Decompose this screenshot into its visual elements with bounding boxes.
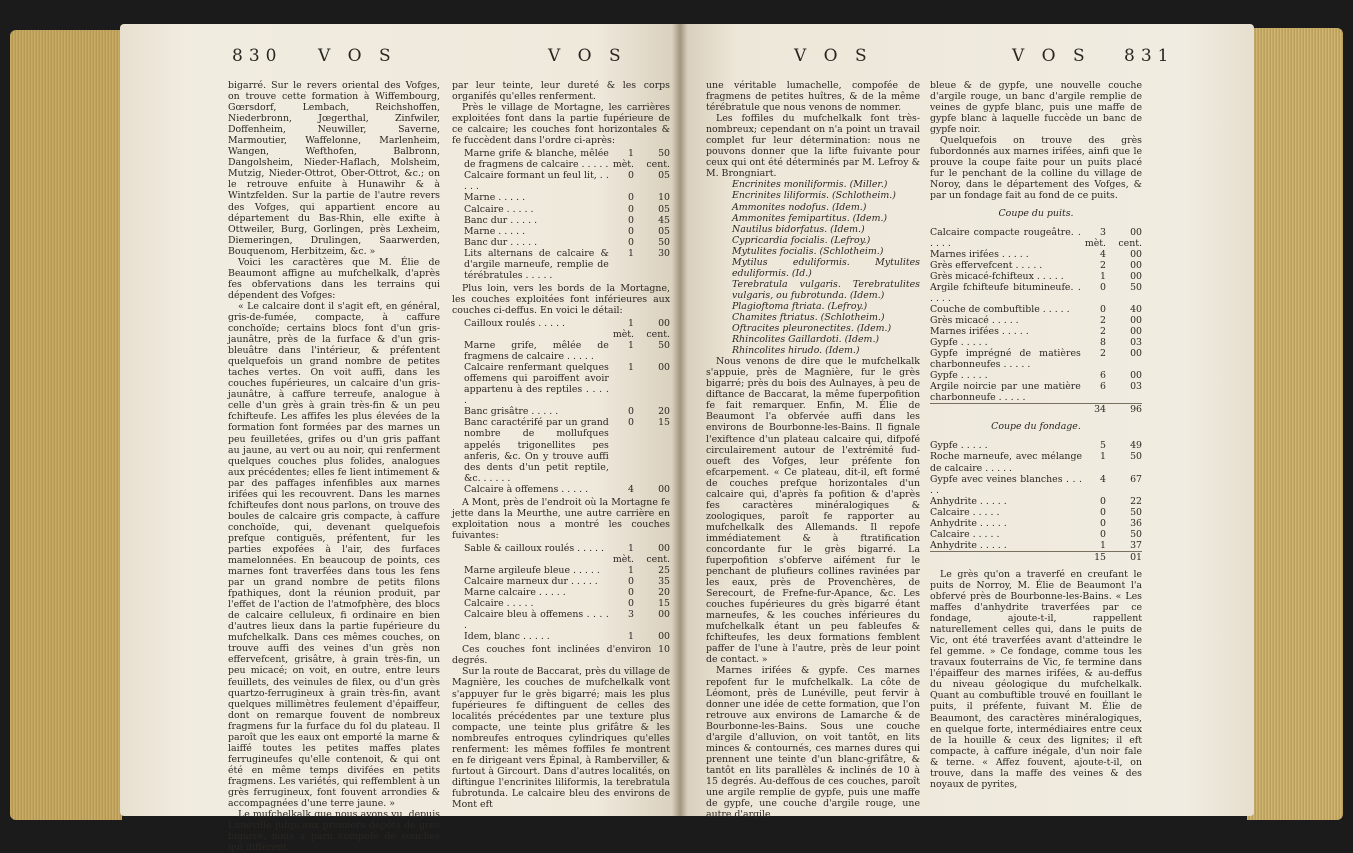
table-row xyxy=(464,237,670,248)
table-row xyxy=(464,226,670,237)
centimeters-value: 00 xyxy=(1130,248,1142,260)
paragraph: A Mont, près de l'endroit où la Mortagne fe jette dans la Meurthe, une autre carrière en exploitation nous a montré les couches fuivantes: xyxy=(452,496,670,541)
table-row xyxy=(930,348,1142,370)
centimeters-value: 50 xyxy=(1130,451,1142,463)
stratum-label: Couche de combuftible . . . . . xyxy=(930,303,1070,315)
total-meters: 34 xyxy=(1081,404,1106,416)
table-row xyxy=(464,543,670,565)
paragraph: Voici les caractères que M. Élie de Beaumont affigne au mufchelkalk, d'après fes obfervations dans les terrains qui dépendent des Vofges: xyxy=(228,256,440,301)
table-row xyxy=(930,518,1142,529)
table-row xyxy=(930,496,1142,507)
centimeters-value: 05 xyxy=(658,203,670,215)
paragraph: Près le village de Mortagne, les carrières exploitées font dans la partie fupérieure de ce calcaire; les couches font horizontales & fe fuccèdent dans l'ordre ci-après: xyxy=(452,102,670,147)
stratum-label: Idem, blanc . . . . . xyxy=(464,631,550,643)
stratum-label: Cailloux roulés . . . . . xyxy=(464,317,566,329)
paragraph: « Le calcaire dont il s'agit eft, en général, gris-de-fumée, compacte, à caffure conchoïde; certains blocs font d'un gris-jaunâtre, près de la furface & d'un gris-bleuâtre dans l'intérieur, & préfentent quelquefois un grand nombre de petites taches vertes. On voit auffi, dans les couches fupérieures, un calcaire d'un gris-jaunâtre, à caffure terreufe, analogue à celle d'un grès à grain très-fin & un peu fchifteufe. Les affifes les plus élevées de la formation font formées par des marnes un peu feuilletées, grifes ou d'un gris paffant au jaune, au vert ou au noir, qui renferment quelques couches plus folides, analogues aux précédentes; elles fe lient intimement & par des paffages infenfibles aux marnes irifées qui les recouvrent. Dans les marnes fchifteufes dont nous parlons, on trouve des boules de calcaire gris compacte, à caffure conchoïde, qui, devenant quelquefois prefque contiguës, préfentent, fur les parties expofées à l'air, des furfaces mamelonnées. En beaucoup de points, ces marnes font traverfées dans tous les fens par un grand nombre de petits filons fpathiques, dont la réunion produit, par l'effet de l'action de l'atmofphère, des blocs de calcaire celluleux, fi ordinaire en bien d'autres lieux dans la partie fupérieure du mufchelkalk. Dans ces mêmes couches, on trouve auffi des veines d'un grès non effervefcent, grisâtre, à grain très-fin, un peu micacé; on voit, en outre, entre leurs feuillets, des veinules de filex, ou d'un grès quartzo-ferrugineux à grain très-fin, avant quelques millimètres feulement d'épaiffeur, dont on remarque fouvent de nombreux fragmens fur la furface du fol du plateau. Il paroît que les eaux ont emporté la marne & laiffé toutes les petites maffes plates ferrugineufes qu'elle contenoit, & qui ont été en même temps divifées en petits fragmens. Les variétés, qui reffemblent à un grès ferrugineux, font fouvent arrondies & accompagnées d'une terre jaune. » xyxy=(228,300,440,810)
stratum-label: Calcaire renfermant quelques offemens qui paroiffent avoir appartenu à des reptiles . . . . . xyxy=(464,362,609,407)
stratum-label: Calcaire marneux dur . . . . . xyxy=(464,576,598,588)
table-row xyxy=(930,271,1142,282)
meters-value: 0 xyxy=(1100,506,1106,518)
paragraph: une véritable lumachelle, compofée de fragmens de petites huîtres, & de la même térébratule que nous venons de nommer. xyxy=(706,80,920,114)
centimeters-value: 00 xyxy=(1130,270,1142,282)
list-item: Rhincolites hirudo. (Idem.) xyxy=(732,345,860,357)
stratum-label: Marne grife & blanche, mêlée de fragmens de calcaire . . . . . xyxy=(464,148,609,171)
centimeters-value: 10 xyxy=(658,192,670,204)
meters-value: 1 xyxy=(1100,539,1106,551)
paragraph: bigarré. Sur le revers oriental des Vofges, on trouve cette formation à Wiffembourg, Gœrsdorf, Lembach, Reichshoffen, Niederbronn, Jœgerthal, Zinfwiler, Doffenheim, Neuwiller, Saverne, Marmoutier, Waffelonne, Marlenheim, Wangen, Wefthofen, Balbronn, Dangolsheim, Nieder-Haflach, Molsheim, Mutzig, Nieder-Ottrot, Ober-Ottrot, &c.; on le retrouve enfuite à Hunawihr & à Wintzfelden. Sur la partie de l'autre revers des Vofges, qui appartient encore au département du Bas-Rhin, elle exifte à Ottweiler, Burg, Gorlingen, près Lexheim, Diemeringen, Drulingen, Saarwerden, Bouquenom, Herbitzeim, &c. » xyxy=(228,80,440,257)
meters-value: 0 xyxy=(1100,281,1106,293)
centimeters-value: 20 xyxy=(658,406,670,418)
list-item: Nautilus bidorfatus. (Idem.) xyxy=(732,223,865,235)
stratum-label: Anhydrite . . . . . xyxy=(930,539,1007,551)
stratum-label: Banc dur . . . . . xyxy=(464,236,538,248)
table-row xyxy=(464,215,670,226)
table-row xyxy=(930,540,1142,552)
meters-value: 1 xyxy=(628,340,634,352)
meters-value: 0 xyxy=(628,203,634,215)
centimeters-value: 20 xyxy=(658,587,670,599)
right-running-head-1: V O S xyxy=(794,46,873,66)
list-item: Chamites ftriatus. (Schlotheim.) xyxy=(732,311,885,323)
table-row xyxy=(464,148,670,170)
stratum-label: Marnes irifées . . . . . xyxy=(930,248,1029,260)
table-row xyxy=(464,631,670,642)
table-row xyxy=(464,170,670,192)
list-item: Ammonites nodofus. (Idem.) xyxy=(732,201,867,213)
table-row xyxy=(464,587,670,598)
left-running-head-2: V O S xyxy=(548,46,627,66)
stratum-label: Calcaire . . . . . xyxy=(930,528,1000,540)
meters-value: 6 xyxy=(1100,370,1106,382)
centimeters-value: 00 xyxy=(658,362,670,374)
stratum-label: Roche marneufe, avec mélange de calcaire . . . . . xyxy=(930,451,1082,474)
stratum-label: Banc caractérifé par un grand nombre de mollufques appelés trigonellites pes anferis, &c. On y trouve auffi des dents d'un petit reptile, &c. . . . . . xyxy=(464,417,609,484)
stratum-label: Grès effervefcent . . . . . xyxy=(930,259,1043,271)
left-page-edges xyxy=(10,30,122,820)
right-page-edges xyxy=(1247,28,1343,820)
paragraph: Marnes irifées & gypfe. Ces marnes repofent fur le mufchelkalk. La côte de Léomont, près de Lunéville, peut fervir à donner une idée de cette formation, que l'on retrouve aux environs de Lamarche & de Bourbonne-les-Bains. Sous une couche d'argile d'alluvion, on voit tantôt, en lits minces & contournés, ces marnes dures qui prennent une teinte d'un blanc-grifâtre, & tantôt en lits parallèles & inclinés de 10 à 15 degrés. Au-deffous de ces couches, paroît une argile remplie de gypfe, puis une maffe de gypfe, une couche d'argile rouge, une autre d'argile xyxy=(706,665,920,821)
stratum-label: Calcaire à offemens . . . . . xyxy=(464,483,589,495)
stratum-label: Marne . . . . . xyxy=(464,225,526,237)
table-row xyxy=(930,304,1142,315)
stratum-label: Argile noircie par une matière charbonneufe . . . . . xyxy=(930,381,1081,404)
centimeters-value: 15 xyxy=(658,598,670,610)
centimeters-value: 00 xyxy=(1130,370,1142,382)
right-column-1 xyxy=(706,80,920,820)
meters-value: 0 xyxy=(1100,303,1106,315)
centimeters-value: 50 xyxy=(658,236,670,248)
meters-value: 0 xyxy=(628,236,634,248)
table-row xyxy=(930,282,1142,304)
table-row xyxy=(930,451,1142,473)
list-item: Encrinites liliformis. (Schlotheim.) xyxy=(732,190,896,202)
total-meters: 15 xyxy=(1082,551,1106,563)
meters-value: 2 xyxy=(1100,348,1106,360)
meters-value: 1 xyxy=(1100,451,1106,463)
table-row xyxy=(930,370,1142,381)
paragraph: Les foffiles du mufchelkalk font très-nombreux; cependant on n'a point un travail complet fur leur détermination: nous ne pouvons donner que la lifte fuivante pour ceux qui ont été déterminés par M. Lefroy & M. Brongniart. xyxy=(706,113,920,180)
strata-table-mont xyxy=(464,543,670,642)
paragraph: Plus loin, vers les bords de la Mortagne, les couches exploitées font inférieures aux couches ci-deffus. En voici le détail: xyxy=(452,282,670,316)
stratum-label: Calcaire . . . . . xyxy=(464,598,534,610)
paragraph: Quelquefois on trouve des grès fubordonnés aux marnes irifées, ainfi que le prouve la coupe faite pour un puits placé fur le penchant de la colline du village de Noroy, dans le département des Vofges, & par un fondage fait au fond de ce puits. xyxy=(930,135,1142,202)
table-row xyxy=(930,260,1142,271)
table-row xyxy=(464,362,670,406)
stratum-label: Gypfe . . . . . xyxy=(930,440,988,452)
meters-value: 1 xyxy=(1100,270,1106,282)
table-row xyxy=(464,192,670,203)
table-row xyxy=(464,598,670,609)
meters-value: 4 xyxy=(1100,248,1106,260)
centimeters-value: 03 xyxy=(1130,337,1142,349)
table-row xyxy=(930,326,1142,337)
right-running-head-2: V O S xyxy=(1012,46,1091,66)
list-item: Encrinites moniliformis. (Miller.) xyxy=(732,179,888,191)
paragraph: Nous venons de dire que le mufchelkalk s'appuie, près de Magnière, fur le grès bigarré; près du bois des Aulnayes, à peu de diftance de Baccarat, la même fuperpofition fe fait remarquer. Enfin, M. Élie de Beaumont l'a obfervée auffi dans les environs de Bourbonne-les-Bains. Il fignale l'exiftence d'un plateau calcaire qui, difpofé circulairement autour de l'extrémité fud-oueft des Vofges, leur préfente fon efcarpement. « Ce plateau, dit-il, eft formé de couches prefque horizontales d'un calcaire qui, d'après fa pofition & d'après fes caractères minéralogiques & zoologiques, paroît fe rapporter au mufchelkalk des Allemands. Il repofe immédiatement & à ftratification concordante fur le grès bigarré. La fuperpofition s'obferve aifément fur le penchant de plufieurs collines ravinées par les eaux, près de Provenchères, de Serecourt, de Frefne-fur-Apance, &c. Les couches fupérieures du grès bigarré étant marneufes, & les couches inférieures du mufchelkalk étant un peu fableufes & fchifteufes, les deux formations femblent paffer de l'une à l'autre, près de leur point de contact. » xyxy=(706,356,920,666)
left-page-number: 830 xyxy=(232,46,283,66)
stratum-label: Marne grife, mêlée de fragmens de calcaire . . . . . xyxy=(464,340,609,363)
stratum-label: Marne . . . . . xyxy=(464,192,526,204)
table-row xyxy=(464,576,670,587)
meters-value: 0 xyxy=(628,170,634,182)
centimeters-value: 49 xyxy=(1130,440,1142,452)
table-row xyxy=(464,565,670,576)
centimeters-value: 35 xyxy=(658,576,670,588)
list-item: Oftracites pleuronectites. (Idem.) xyxy=(732,323,892,335)
stratum-label: Gypfe . . . . . xyxy=(930,370,988,382)
meters-value: 0 xyxy=(1100,528,1106,540)
strata-table-mortagne-banks xyxy=(464,318,670,495)
list-item: Plagioftoma ftriata. (Lefroy.) xyxy=(732,300,868,312)
right-column-2 xyxy=(930,80,1142,790)
left-running-head-1: V O S xyxy=(318,46,397,66)
table-total-row xyxy=(930,404,1142,416)
centimeters-value: 50 xyxy=(1130,528,1142,540)
centimeters-value: 00 cent. xyxy=(646,542,670,565)
centimeters-value: 00 xyxy=(1130,314,1142,326)
list-item: Mytilus eduliformis. Mytulites eduliformis. (Id.) xyxy=(732,256,920,279)
table-row xyxy=(464,609,670,631)
meters-value: 0 xyxy=(628,587,634,599)
paragraph: bleue & de gypfe, une nouvelle couche d'argile rouge, un banc d'argile remplie de veines de gypfe blanc, puis une maffe de gypfe blanc à laquelle fuccède un banc de gypfe noir. xyxy=(930,80,1142,136)
centimeters-value: 37 xyxy=(1130,539,1142,551)
meters-value: 1 mèt. xyxy=(612,317,634,341)
total-centimeters: 96 xyxy=(1106,404,1142,416)
centimeters-value: 00 xyxy=(1130,348,1142,360)
meters-value: 0 xyxy=(628,225,634,237)
list-item: Rhincolites Gaillardoti. (Idem.) xyxy=(732,334,880,346)
stratum-label: Gypfe avec veines blanches . . . . . xyxy=(930,473,1082,496)
meters-value: 0 xyxy=(628,214,634,226)
centimeters-value: 50 cent. xyxy=(646,148,670,171)
total-centimeters: 01 xyxy=(1106,551,1142,563)
centimeters-value: 00 cent. xyxy=(646,317,670,341)
centimeters-value: 00 cent. xyxy=(1118,226,1142,249)
list-item: Cypricardia focialis. (Lefroy.) xyxy=(732,234,871,246)
table-row xyxy=(930,337,1142,348)
meters-value: 8 xyxy=(1100,337,1106,349)
centimeters-value: 25 xyxy=(658,565,670,577)
table-row xyxy=(930,440,1142,451)
table-row xyxy=(930,474,1142,496)
centimeters-value: 05 xyxy=(658,170,670,182)
stratum-label: Calcaire bleu à offemens . . . . . xyxy=(464,609,609,632)
strata-table-mortagne xyxy=(464,148,670,281)
stratum-label: Grès micacé . . . . . xyxy=(930,314,1019,326)
centimeters-value: 05 xyxy=(658,225,670,237)
meters-value: 1 xyxy=(628,565,634,577)
meters-value: 1 xyxy=(628,362,634,374)
stratum-label: Calcaire compacte rougeâtre. . . . . . xyxy=(930,226,1081,249)
list-item: Terebratula vulgaris. Terebratulites vulgaris, ou fubrotunda. (Idem.) xyxy=(732,278,920,301)
centimeters-value: 30 xyxy=(658,247,670,259)
fossil-list xyxy=(732,179,920,356)
table-total-row xyxy=(930,551,1142,563)
stratum-label: Anhydrite . . . . . xyxy=(930,517,1007,529)
centimeters-value: 00 xyxy=(658,483,670,495)
meters-value: 1 xyxy=(628,247,634,259)
book-gutter xyxy=(672,24,688,816)
paragraph: par leur teinte, leur dureté & les corps organifés qu'elles renferment. xyxy=(452,80,670,103)
centimeters-value: 00 xyxy=(658,631,670,643)
meters-value: 0 xyxy=(628,417,634,429)
table-row xyxy=(464,417,670,483)
left-column-2 xyxy=(452,80,670,810)
stratum-label: Calcaire . . . . . xyxy=(464,203,534,215)
table-row xyxy=(930,227,1142,249)
meters-value: 0 xyxy=(628,192,634,204)
stratum-label: Argile fchifteufe bitumineufe. . . . . . xyxy=(930,281,1081,304)
stratum-label: Marnes irifées . . . . . xyxy=(930,325,1029,337)
strata-table-well xyxy=(930,227,1142,416)
paragraph: Sur la route de Baccarat, près du village de Magnière, les couches de mufchelkalk vont s'appuyer fur le grès bigarré; mais les plus fupérieures fe diftinguent de celles des localités précédentes par une texture plus compacte, une teinte plus grifâtre & les nombreufes entroques cylindriques qu'elles renferment: les mêmes foffiles fe montrent en fe dirigeant vers Épinal, à Ramberviller, & furtout à Gircourt. Dans d'autres localités, on diftingue l'encrinites liliformis, la terebratula fubrotunda. Le calcaire bleu des environs de Mont eft xyxy=(452,666,670,810)
table-row xyxy=(464,340,670,362)
meters-value: 4 xyxy=(1100,473,1106,485)
meters-value: 0 xyxy=(1100,517,1106,529)
right-page-number: 831 xyxy=(1124,46,1175,66)
meters-value: 5 xyxy=(1100,440,1106,452)
list-item: Ammonites femipartitus. (Idem.) xyxy=(732,212,888,224)
table-row xyxy=(930,381,1142,404)
meters-value: 3 xyxy=(628,609,634,621)
meters-value: 1 mèt. xyxy=(612,148,634,171)
stratum-label: Marne argileufe bleue . . . . . xyxy=(464,565,600,577)
table-row xyxy=(930,507,1142,518)
meters-value: 4 xyxy=(628,483,634,495)
centimeters-value: 50 xyxy=(1130,506,1142,518)
centimeters-value: 00 xyxy=(658,609,670,621)
table-row xyxy=(464,204,670,215)
centimeters-value: 03 xyxy=(1130,381,1142,393)
stratum-label: Gypfe imprégné de matières charbonneufes . . . . . xyxy=(930,348,1081,371)
stratum-label: Lits alternans de calcaire & d'argile marneufe, remplie de térébratules . . . . . xyxy=(464,247,609,281)
meters-value: 0 xyxy=(628,598,634,610)
stratum-label: Grès micacé-fchifteux . . . . . xyxy=(930,270,1064,282)
meters-value: 2 xyxy=(1100,325,1106,337)
table-row xyxy=(930,529,1142,540)
centimeters-value: 50 xyxy=(658,340,670,352)
paragraph: Le mufchelkalk que nous avons vu, depuis Lunéville jufqu'aux premiers dépôts de grès bigarré, nous a paru compofé de couches qui diffèrent xyxy=(228,809,440,853)
meters-value: 6 xyxy=(1100,381,1106,393)
meters-value: 2 xyxy=(1100,259,1106,271)
table-row xyxy=(464,406,670,417)
stratum-label: Calcaire . . . . . xyxy=(930,506,1000,518)
list-item: Mytulites focialis. (Schlotheim.) xyxy=(732,245,884,257)
centimeters-value: 45 xyxy=(658,214,670,226)
strata-table-boring xyxy=(930,440,1142,563)
meters-value: 2 xyxy=(1100,314,1106,326)
left-column-1 xyxy=(228,80,440,853)
stratum-label: Sable & cailloux roulés . . . . . xyxy=(464,542,604,554)
stratum-label: Anhydrite . . . . . xyxy=(930,495,1007,507)
stratum-label: Marne calcaire . . . . . xyxy=(464,587,566,599)
centimeters-value: 67 xyxy=(1130,473,1142,485)
centimeters-value: 15 xyxy=(658,417,670,429)
centimeters-value: 00 xyxy=(1130,259,1142,271)
paragraph: Ces couches font inclinées d'environ 10 degrés. xyxy=(452,644,670,667)
centimeters-value: 00 xyxy=(1130,325,1142,337)
table-row xyxy=(464,318,670,340)
meters-value: 3 mèt. xyxy=(1084,226,1106,249)
table-row xyxy=(930,249,1142,260)
stratum-label: Banc grisâtre . . . . . xyxy=(464,406,559,418)
meters-value: 1 mèt. xyxy=(612,542,634,565)
paragraph: Le grès qu'on a traverfé en creufant le puits de Norroy, M. Élie de Beaumont l'a obfervé près de Bourbonne-les-Bains. « Les maffes d'anhydrite traverfées par ce fondage, ajoute-t-il, rappellent naturellement celles qui, dans le puits de Vic, ont été traverfées avant d'atteindre le fel gemme. » Ce fondage, comme tous les travaux fouterrains de Vic, fe termine dans l'épaiffeur des marnes irifées, & au-deffus du niveau géologique du mufchelkalk. Quant au combuftible trouvé en fouillant le puits, il préfente, fuivant M. Élie de Beaumont, des caractères minéralogiques, en quelque forte, intermédiaires entre ceux de la houille & ceux des lignites; il eft compacte, à caffure inégale, d'un noir fale & terne. « Affez fouvent, ajoute-t-il, on trouve, dans la maffe des veines & des noyaux de pyrites, xyxy=(930,568,1142,790)
table-row xyxy=(464,484,670,495)
centimeters-value: 36 xyxy=(1130,517,1142,529)
centimeters-value: 22 xyxy=(1130,495,1142,507)
meters-value: 0 xyxy=(1100,495,1106,507)
stratum-label: Calcaire formant un feul lit, . . . . . xyxy=(464,170,609,193)
table-row xyxy=(464,248,670,281)
centimeters-value: 50 xyxy=(1130,281,1142,293)
centimeters-value: 40 xyxy=(1130,303,1142,315)
stratum-label: Banc dur . . . . . xyxy=(464,214,538,226)
meters-value: 1 xyxy=(628,631,634,643)
stratum-label: Gypfe . . . . . xyxy=(930,337,988,349)
section-title-well: Coupe du puits. xyxy=(998,207,1074,219)
meters-value: 0 xyxy=(628,406,634,418)
meters-value: 0 xyxy=(628,576,634,588)
section-title-boring: Coupe du fondage. xyxy=(991,421,1081,433)
table-row xyxy=(930,315,1142,326)
